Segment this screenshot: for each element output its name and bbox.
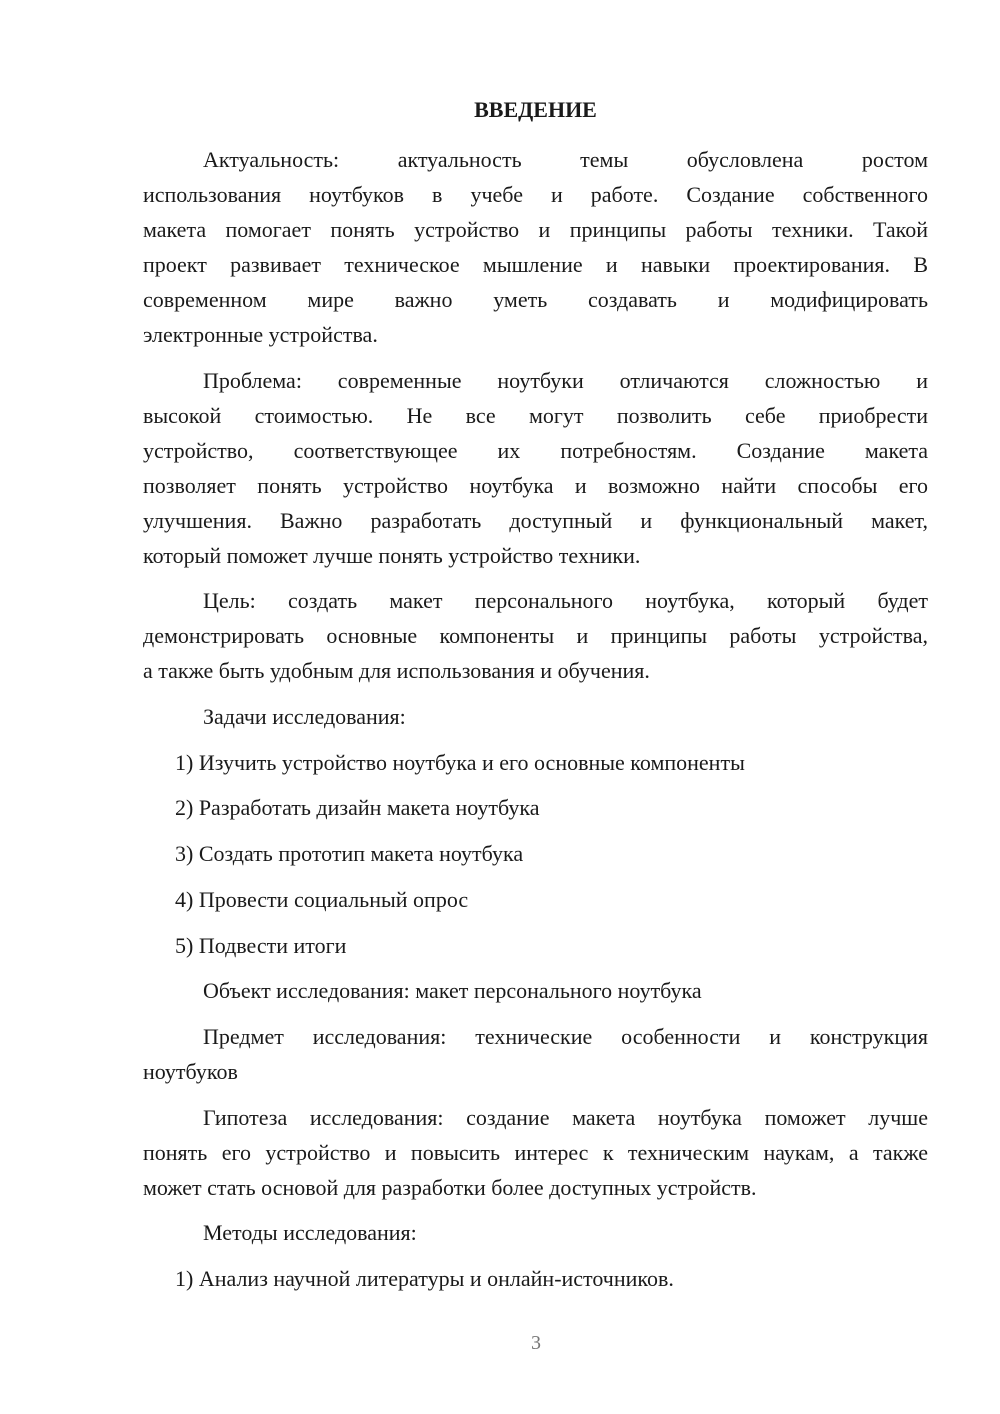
paragraph-problem <box>143 363 928 573</box>
text-line: проект развивает техническое мышление и навыки проектирования. В <box>143 252 928 277</box>
list-item <box>143 745 928 780</box>
text-line: понять его устройство и повысить интерес к техническим наукам, а также <box>143 1139 928 1165</box>
text-line: 1) Изучить устройство ноутбука и его основные компоненты <box>175 749 745 775</box>
list-item <box>143 790 928 825</box>
text-line: Гипотеза исследования: создание макета ноутбука поможет лучше <box>203 1104 928 1130</box>
paragraph-subject <box>143 1019 928 1089</box>
text-line: Цель: создать макет персонального ноутбука, который будет <box>203 588 928 614</box>
text-line: а также быть удобным для использования и обучения. <box>143 658 650 684</box>
section-title: ВВЕДЕНИЕ <box>474 97 597 122</box>
text-line: 3) Создать прототип макета ноутбука <box>175 841 524 867</box>
text-line: 5) Подвести итоги <box>175 932 347 958</box>
text-line: Задачи исследования: <box>203 704 406 730</box>
methods-heading <box>143 1215 928 1250</box>
text-line: 2) Разработать дизайн макета ноутбука <box>175 795 540 821</box>
paragraph-goal <box>143 583 928 688</box>
text-line: позволяет понять устройство ноутбука и возможно найти способы его <box>143 472 928 498</box>
text-line: макета помогает понять устройство и принципы работы техники. Такой <box>143 217 928 242</box>
paragraph-relevance <box>143 142 928 352</box>
text-line: высокой стоимостью. Не все могут позволить себе приобрести <box>143 402 928 428</box>
text-line: 1) Анализ научной литературы и онлайн-источников. <box>175 1265 674 1291</box>
list-item <box>143 928 928 963</box>
paragraph-hypothesis <box>143 1100 928 1205</box>
text-line: устройство, соответствующее их потребностям. Создание макета <box>143 437 928 463</box>
text-line: который поможет лучше понять устройство техники. <box>143 542 641 568</box>
paragraph-object <box>143 973 928 1008</box>
list-item <box>143 1261 928 1296</box>
tasks-heading <box>143 699 928 734</box>
text-line: демонстрировать основные компоненты и принципы работы устройства, <box>143 623 928 649</box>
document-body <box>143 142 928 1296</box>
page-number: 3 <box>531 1332 541 1354</box>
text-line: Объект исследования: макет персонального ноутбука <box>203 978 702 1004</box>
text-line: может стать основой для разработки более доступных устройств. <box>143 1174 757 1200</box>
text-line: 4) Провести социальный опрос <box>175 886 469 912</box>
list-item <box>143 882 928 917</box>
text-line: Методы исследования: <box>203 1220 417 1246</box>
text-line: Предмет исследования: технические особенности и конструкция <box>203 1023 928 1049</box>
text-line: улучшения. Важно разработать доступный и функциональный макет, <box>143 507 928 533</box>
text-line: современном мире важно уметь создавать и модифицировать <box>143 287 928 312</box>
text-line: Проблема: современные ноутбуки отличаются сложностью и <box>203 367 928 393</box>
text-line: Актуальность: актуальность темы обусловлена ростом <box>203 147 928 172</box>
text-line: использования ноутбуков в учебе и работе. Создание собственного <box>143 182 928 207</box>
text-line: электронные устройства. <box>143 322 378 347</box>
list-item <box>143 836 928 871</box>
text-line: ноутбуков <box>143 1058 238 1084</box>
